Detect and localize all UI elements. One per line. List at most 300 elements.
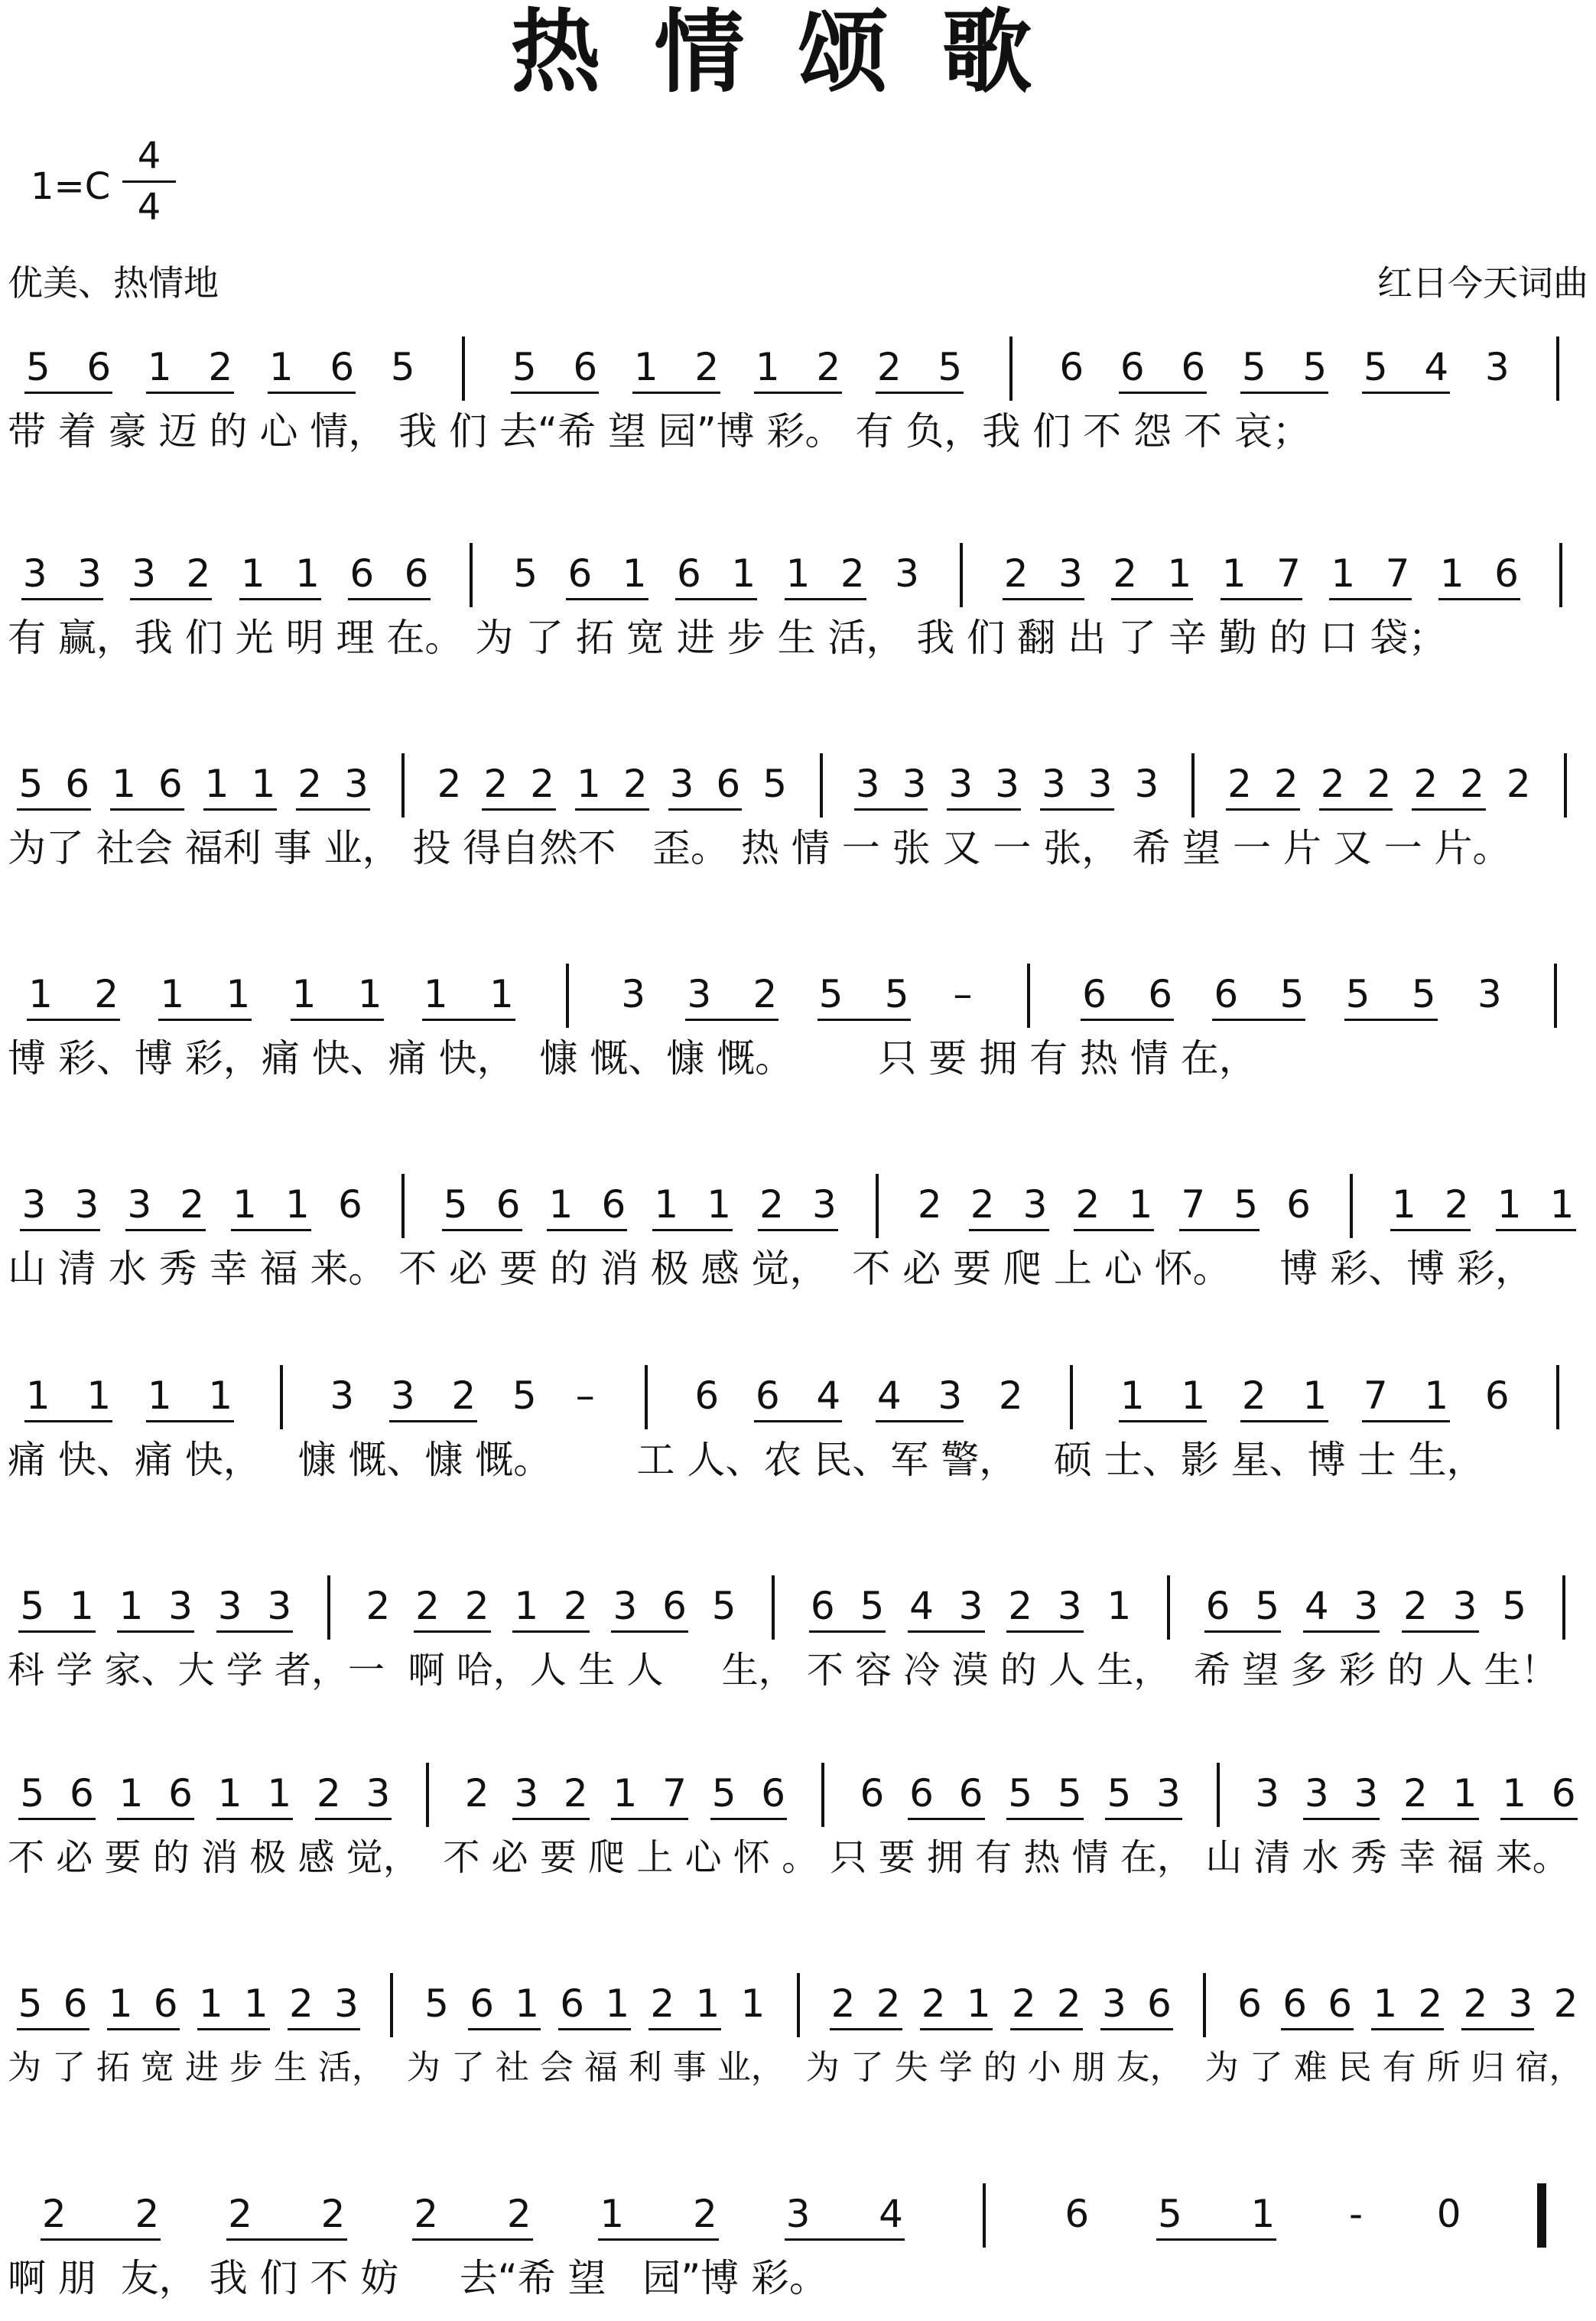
barline bbox=[1167, 1575, 1170, 1640]
note: 1 bbox=[1439, 551, 1464, 596]
note: 1 bbox=[548, 1182, 574, 1227]
note: 3 bbox=[1304, 1771, 1329, 1816]
beam-line bbox=[291, 1019, 384, 1021]
beam-line bbox=[1074, 1229, 1154, 1231]
beam-line bbox=[1105, 1818, 1182, 1820]
lyrics-text: 为了 社会 福利 事 业， 投 得自然不 歪。 热 情 一 张 又 一 张， 希 望 一 片 又 一 片。 bbox=[8, 826, 1511, 870]
note: 5 bbox=[1302, 345, 1328, 389]
beam-line bbox=[785, 598, 866, 600]
note: 5 bbox=[1345, 972, 1370, 1016]
beam-line bbox=[21, 598, 103, 600]
notation-line bbox=[0, 761, 1596, 814]
note: 2 bbox=[464, 1771, 489, 1816]
barline bbox=[821, 1763, 824, 1827]
beam-line bbox=[1329, 598, 1411, 600]
beam-line bbox=[1226, 808, 1300, 811]
note: 3 bbox=[785, 2192, 811, 2236]
beam-line bbox=[130, 598, 212, 600]
note: 4 bbox=[1304, 1584, 1329, 1628]
note: 1 bbox=[147, 1373, 172, 1418]
notation-line bbox=[0, 1770, 1596, 1824]
barline bbox=[462, 336, 465, 401]
beam-line bbox=[1371, 2028, 1444, 2030]
beam-line bbox=[830, 2028, 902, 2030]
note: 1 bbox=[240, 551, 265, 596]
score-row bbox=[0, 1182, 1596, 1312]
beam-line bbox=[512, 1630, 590, 1633]
beam-line bbox=[1412, 808, 1486, 811]
beam-line bbox=[1500, 1818, 1578, 1820]
note: 3 bbox=[74, 1182, 99, 1227]
note: 3 bbox=[1057, 1584, 1082, 1628]
note: 7 bbox=[1276, 551, 1301, 596]
note: 1 bbox=[515, 1981, 540, 2026]
time-signature-line bbox=[122, 180, 176, 183]
note: 6 bbox=[404, 551, 429, 596]
note: 3 bbox=[390, 1373, 415, 1418]
beam-line bbox=[117, 1630, 194, 1633]
note: 2 bbox=[297, 762, 323, 806]
note: 5 bbox=[1241, 345, 1266, 389]
note: 2 bbox=[1418, 1981, 1443, 2026]
beam-line bbox=[1100, 2028, 1173, 2030]
barline bbox=[1027, 964, 1030, 1028]
note: 2 bbox=[1273, 762, 1299, 806]
barline bbox=[566, 964, 569, 1028]
beam-line bbox=[754, 392, 843, 394]
notation-line bbox=[0, 1182, 1596, 1235]
note: 5 bbox=[860, 1584, 885, 1628]
barline bbox=[1203, 1973, 1206, 2037]
note: 6 bbox=[86, 345, 112, 389]
note: 5 bbox=[1057, 1771, 1082, 1816]
note: 0 bbox=[1436, 2192, 1461, 2236]
note: 3 bbox=[22, 551, 47, 596]
note: 2 bbox=[694, 345, 720, 389]
note: 6 bbox=[909, 1771, 934, 1816]
note: 1 bbox=[204, 762, 229, 806]
note: 1 bbox=[251, 762, 276, 806]
beam-line bbox=[1390, 1229, 1471, 1231]
lyrics-text: 痛 快、痛 快， 慷 慨、慷 慨。 工 人、农 民、军 警， 硕 士、影 星、博 士 生， bbox=[8, 1438, 1485, 1482]
note: 2 bbox=[921, 1981, 946, 2026]
note: 6 bbox=[1237, 1981, 1262, 2026]
beam-line bbox=[1402, 1818, 1479, 1820]
barline bbox=[1559, 543, 1562, 607]
note: 3 bbox=[267, 1584, 292, 1628]
beam-line bbox=[1212, 1019, 1305, 1021]
lyrics-line bbox=[0, 1035, 1596, 1089]
note: 5 bbox=[1279, 972, 1305, 1016]
note: 6 bbox=[330, 345, 355, 389]
note: 6 bbox=[69, 1771, 94, 1816]
beam-line bbox=[1010, 2028, 1083, 2030]
note: 6 bbox=[1181, 345, 1206, 389]
note: 6 bbox=[694, 1373, 720, 1418]
note: 1 bbox=[28, 972, 53, 1016]
note: 3 bbox=[21, 1182, 47, 1227]
note: 4 bbox=[1424, 345, 1449, 389]
score-row bbox=[0, 1981, 1596, 2111]
barline bbox=[1350, 1174, 1353, 1238]
barline bbox=[1562, 1575, 1565, 1640]
note: 3 bbox=[1156, 1771, 1181, 1816]
note: 2 bbox=[415, 1584, 440, 1628]
note: 1 bbox=[785, 551, 811, 596]
beam-line bbox=[818, 1019, 911, 1021]
score-row bbox=[0, 344, 1596, 474]
notation-line bbox=[0, 551, 1596, 604]
note: 2 bbox=[135, 2192, 160, 2236]
note: 1 bbox=[267, 1771, 292, 1816]
time-signature bbox=[122, 136, 176, 227]
notation-line bbox=[0, 344, 1596, 398]
beam-line bbox=[158, 1019, 252, 1021]
beam-line bbox=[146, 1420, 235, 1422]
note: 3 bbox=[621, 972, 646, 1016]
note: 1 bbox=[1502, 1771, 1527, 1816]
note: 6 bbox=[496, 1182, 521, 1227]
beam-line bbox=[1496, 1229, 1576, 1231]
note: 7 bbox=[1181, 1182, 1206, 1227]
beam-line bbox=[598, 2238, 719, 2241]
notation-line bbox=[0, 1981, 1596, 2034]
lyrics-line bbox=[0, 1437, 1596, 1490]
note: 6 bbox=[63, 1981, 88, 2026]
note: 2 bbox=[1241, 1373, 1266, 1418]
note: 5 bbox=[512, 1373, 537, 1418]
beam-line bbox=[239, 598, 321, 600]
note: 3 bbox=[613, 1584, 638, 1628]
note: 6 bbox=[1551, 1771, 1576, 1816]
note: 6 bbox=[1286, 1182, 1311, 1227]
lyrics-line bbox=[0, 408, 1596, 462]
note: 6 bbox=[349, 551, 375, 596]
note: 2 bbox=[816, 345, 841, 389]
note: 2 bbox=[464, 1584, 489, 1628]
note: 5 bbox=[818, 972, 844, 1016]
beam-line bbox=[288, 2028, 360, 2030]
beam-line bbox=[1438, 598, 1520, 600]
barline bbox=[1564, 753, 1567, 818]
note: 1 bbox=[514, 1584, 539, 1628]
beam-line bbox=[18, 1818, 96, 1820]
beam-line bbox=[1362, 392, 1451, 394]
note: 2 bbox=[414, 2192, 439, 2236]
note: 2 bbox=[41, 2192, 67, 2236]
beam-line bbox=[611, 1818, 688, 1820]
note: 1 bbox=[489, 972, 514, 1016]
note: 2 bbox=[506, 2192, 531, 2236]
beam-line bbox=[41, 2238, 161, 2241]
note: 4 bbox=[909, 1584, 934, 1628]
note: 2 bbox=[563, 1584, 588, 1628]
beam-line bbox=[125, 1229, 206, 1231]
beam-line bbox=[24, 392, 113, 394]
note: 2 bbox=[1075, 1182, 1100, 1227]
note: 2 bbox=[840, 551, 865, 596]
barline bbox=[1217, 1763, 1220, 1827]
note: 3 bbox=[1354, 1584, 1379, 1628]
beam-line bbox=[422, 1019, 515, 1021]
note: 1 bbox=[108, 1981, 133, 2026]
time-signature-bottom: 4 bbox=[137, 186, 161, 229]
time-signature-top: 4 bbox=[137, 135, 161, 177]
beam-line bbox=[908, 1818, 985, 1820]
note: 5 bbox=[1255, 1584, 1280, 1628]
beam-line bbox=[442, 1229, 522, 1231]
beam-line bbox=[512, 1818, 590, 1820]
beam-line bbox=[17, 2028, 89, 2030]
note: 1 bbox=[217, 1771, 242, 1816]
note: 1 bbox=[1221, 551, 1247, 596]
note: 2 bbox=[451, 1373, 476, 1418]
final-barline bbox=[1537, 2183, 1546, 2248]
note: 6 bbox=[761, 1771, 786, 1816]
note: 1 bbox=[119, 1584, 144, 1628]
barline bbox=[772, 1575, 775, 1640]
beam-line bbox=[809, 1630, 886, 1633]
note: 3 bbox=[1484, 345, 1510, 389]
barline bbox=[960, 543, 963, 607]
note: 6 bbox=[1484, 1373, 1510, 1418]
song-title: 热情颂歌 bbox=[510, 0, 1086, 105]
beam-line bbox=[547, 1229, 627, 1231]
beam-line bbox=[1362, 1420, 1451, 1422]
note: 2 bbox=[563, 1771, 588, 1816]
note: 2 bbox=[1227, 762, 1252, 806]
note: 2 bbox=[316, 1771, 341, 1816]
score-row bbox=[0, 551, 1596, 681]
note: 6 bbox=[1282, 1981, 1308, 2026]
note: 3 bbox=[168, 1584, 193, 1628]
note: 6 bbox=[1147, 1981, 1172, 2026]
note: 3 bbox=[669, 762, 694, 806]
beam-line bbox=[1119, 1420, 1208, 1422]
beam-line bbox=[876, 392, 964, 394]
barline bbox=[1191, 753, 1195, 818]
beam-line bbox=[611, 1630, 688, 1633]
note: 2 bbox=[1011, 1981, 1036, 2026]
note: 6 bbox=[1082, 972, 1107, 1016]
note: 1 bbox=[1107, 1584, 1132, 1628]
beam-line bbox=[947, 808, 1021, 811]
note: 2 bbox=[1056, 1981, 1081, 2026]
note: 2 bbox=[1463, 1981, 1488, 2026]
note: 1 bbox=[577, 762, 601, 806]
note: 6 bbox=[662, 1584, 687, 1628]
tempo-marking: 优美、热情地 bbox=[8, 262, 219, 304]
note: 5 bbox=[711, 1771, 736, 1816]
note: 1 bbox=[112, 762, 136, 806]
beam-line bbox=[652, 1229, 733, 1231]
note: 3 bbox=[1058, 551, 1083, 596]
beam-line bbox=[969, 1229, 1049, 1231]
note: 7 bbox=[1363, 1373, 1388, 1418]
lyrics-text: 不 必 要 的 消 极 感 觉， 不 必 要 爬 上 心 怀 。 只 要 拥 有 热 情 在， 山 清 水 秀 幸 福 来。 bbox=[8, 1836, 1569, 1879]
note: – bbox=[953, 972, 973, 1016]
note: 2 bbox=[970, 1182, 995, 1227]
beam-line bbox=[231, 1229, 311, 1231]
note: 1 bbox=[295, 551, 320, 596]
note: 1 bbox=[198, 1981, 223, 2026]
beam-line bbox=[1221, 598, 1302, 600]
beam-line bbox=[389, 1420, 478, 1422]
note: 5 bbox=[1502, 1584, 1527, 1628]
note: 4 bbox=[879, 2192, 903, 2236]
beam-line bbox=[1240, 1420, 1329, 1422]
beam-line bbox=[710, 1818, 788, 1820]
beam-line bbox=[876, 1420, 964, 1422]
beam-line bbox=[20, 1229, 100, 1231]
beam-line bbox=[1319, 808, 1393, 811]
barline bbox=[1556, 1365, 1559, 1429]
note: 2 bbox=[366, 1584, 391, 1628]
note: 1 bbox=[1452, 1771, 1477, 1816]
note: 1 bbox=[291, 972, 317, 1016]
beam-line bbox=[785, 2238, 905, 2241]
note: 5 bbox=[1234, 1182, 1259, 1227]
note: 6 bbox=[1494, 551, 1519, 596]
note: 2 bbox=[1008, 1584, 1033, 1628]
note: 1 bbox=[1167, 551, 1192, 596]
note: 2 bbox=[1413, 762, 1438, 806]
note: 1 bbox=[285, 1182, 310, 1227]
note: 3 bbox=[995, 762, 1019, 806]
note: 5 bbox=[390, 345, 415, 389]
lyrics-text: 博 彩、博 彩，痛 快、痛 快， 慷 慨、慷 慨。 只 要 拥 有 热 情 在， bbox=[8, 1036, 1257, 1081]
barline bbox=[327, 1575, 330, 1640]
note: 3 bbox=[217, 1584, 242, 1628]
note: 2 bbox=[1444, 1182, 1469, 1227]
beam-line bbox=[468, 2028, 541, 2030]
beam-line bbox=[908, 1630, 985, 1633]
barline bbox=[1556, 336, 1559, 401]
beam-line bbox=[1303, 1818, 1380, 1820]
note: 3 bbox=[1101, 1981, 1126, 2026]
note: 1 bbox=[208, 1373, 233, 1418]
note: 5 bbox=[512, 345, 537, 389]
beam-line bbox=[27, 1019, 120, 1021]
note: 6 bbox=[810, 1584, 835, 1628]
note: 6 bbox=[567, 551, 593, 596]
note: 3 bbox=[1134, 762, 1159, 806]
note: 1 bbox=[755, 345, 780, 389]
note: 5 bbox=[18, 1981, 43, 2026]
barline bbox=[280, 1365, 283, 1429]
note: 4 bbox=[816, 1373, 841, 1418]
note: 6 bbox=[677, 551, 701, 596]
lyrics-text: 带 着 豪 迈 的 心 情， 我 们 去“希 望 园”博 彩。 有 负，我 们 不 怨 不 哀； bbox=[8, 409, 1311, 453]
note: 6 bbox=[153, 1981, 178, 2026]
note: 3 bbox=[938, 1373, 963, 1418]
lyrics-line bbox=[0, 825, 1596, 879]
beam-line bbox=[685, 1019, 778, 1021]
note: 2 bbox=[831, 1981, 856, 2026]
note: 5 bbox=[884, 972, 909, 1016]
barline bbox=[426, 1763, 429, 1827]
beam-line bbox=[1081, 1019, 1174, 1021]
beam-line bbox=[414, 1630, 491, 1633]
note: 3 bbox=[687, 972, 712, 1016]
note: 5 bbox=[1411, 972, 1436, 1016]
beam-line bbox=[566, 598, 648, 600]
composer-credit: 红日今天词曲 bbox=[1377, 262, 1588, 304]
beam-line bbox=[110, 808, 184, 811]
note: 1 bbox=[1181, 1373, 1206, 1418]
note: 2 bbox=[650, 1981, 675, 2026]
note: 2 bbox=[1553, 1981, 1578, 2026]
beam-line bbox=[24, 1420, 113, 1422]
note: 1 bbox=[86, 1373, 112, 1418]
beam-line bbox=[854, 808, 928, 811]
note: 3 bbox=[1041, 762, 1066, 806]
note: 3 bbox=[1477, 972, 1502, 1016]
note: 6 bbox=[1328, 1981, 1353, 2026]
note: 1 bbox=[357, 972, 382, 1016]
note: 1 bbox=[232, 1182, 257, 1227]
note: 1 bbox=[633, 345, 658, 389]
note: 2 bbox=[1367, 762, 1392, 806]
beam-line bbox=[18, 1630, 96, 1633]
lyrics-text: 为 了 拓 宽 进 步 生 活， 为 了 社 会 福 利 事 业， 为 了 失 学 的 小 朋 友， 为 了 难 民 有 所 归 宿， bbox=[8, 2048, 1583, 2087]
note: 4 bbox=[876, 1373, 902, 1418]
beam-line bbox=[146, 392, 235, 394]
note: 2 bbox=[320, 2192, 346, 2236]
beam-line bbox=[1003, 598, 1084, 600]
note: 3 bbox=[902, 762, 927, 806]
barline bbox=[820, 753, 823, 818]
beam-line bbox=[575, 808, 649, 811]
note: 7 bbox=[662, 1771, 687, 1816]
note: 3 bbox=[948, 762, 974, 806]
note: 6 bbox=[755, 1373, 780, 1418]
note: 1 bbox=[1128, 1182, 1153, 1227]
note: 5 bbox=[762, 762, 787, 806]
lyrics-line bbox=[0, 2255, 1596, 2309]
note: 2 bbox=[483, 762, 509, 806]
note: 2 bbox=[1403, 1584, 1428, 1628]
note: 1 bbox=[1391, 1182, 1416, 1227]
beam-line bbox=[558, 2028, 631, 2030]
note: 6 bbox=[168, 1771, 193, 1816]
note: 1 bbox=[69, 1584, 94, 1628]
beam-line bbox=[920, 2028, 993, 2030]
score-row bbox=[0, 2191, 1596, 2321]
barline bbox=[1554, 964, 1557, 1028]
note: 6 bbox=[65, 762, 90, 806]
note: 1 bbox=[622, 551, 647, 596]
barline bbox=[876, 1174, 879, 1238]
note: 5 bbox=[1008, 1771, 1033, 1816]
note: 2 bbox=[94, 972, 119, 1016]
note: 1 bbox=[1331, 551, 1356, 596]
note: - bbox=[1348, 2192, 1364, 2236]
barline bbox=[390, 1973, 393, 2037]
note: 6 bbox=[1148, 972, 1173, 1016]
note: 6 bbox=[1205, 1584, 1230, 1628]
lyrics-text: 有 赢，我 们 光 明 理 在。 为 了 拓 宽 进 步 生 活， 我 们 翻 出 了 辛 勤 的 口 袋； bbox=[8, 616, 1447, 660]
note: 6 bbox=[860, 1771, 885, 1816]
note: 2 bbox=[752, 972, 778, 1016]
score-row bbox=[0, 971, 1596, 1101]
beam-line bbox=[758, 1229, 838, 1231]
note: 1 bbox=[1549, 1182, 1575, 1227]
score-row bbox=[0, 1770, 1596, 1900]
note: 1 bbox=[613, 1771, 638, 1816]
note: 3 bbox=[334, 1981, 359, 2026]
note: 1 bbox=[1120, 1373, 1145, 1418]
